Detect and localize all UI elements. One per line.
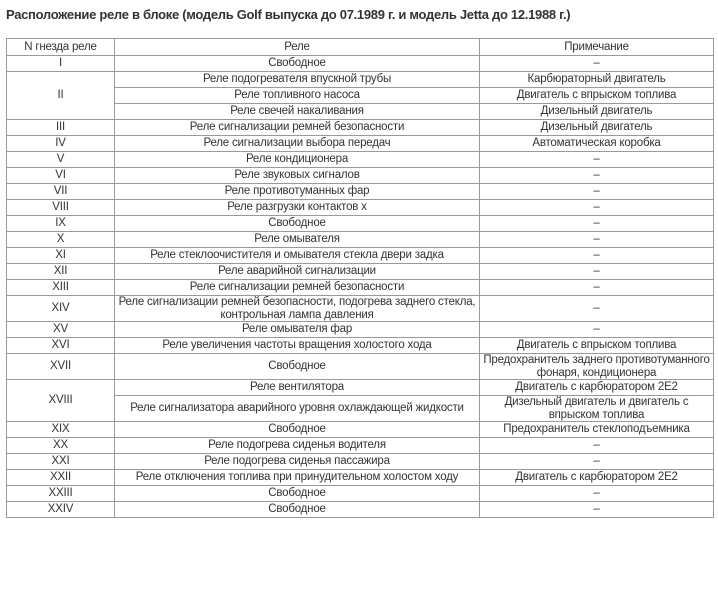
relay-cell: Реле сигнализации ремней безопасности [115,280,480,296]
relay-cell: Реле сигнализации ремней безопасности [115,120,480,136]
relay-cell: Реле противотуманных фар [115,184,480,200]
note-cell: Двигатель с карбюратором 2E2 [480,380,714,396]
relay-cell: Реле аварийной сигнализации [115,264,480,280]
note-cell: – [480,248,714,264]
table-row [7,264,714,280]
note-cell: – [480,454,714,470]
relay-cell: Реле подогревателя впускной трубы [115,72,480,88]
note-cell: – [480,296,714,322]
relay-cell: Реле кондиционера [115,152,480,168]
table-body [7,56,714,518]
slot-cell: XVI [7,338,115,354]
slot-cell: VII [7,184,115,200]
note-cell: Предохранитель стеклоподъемника [480,422,714,438]
relay-cell: Реле свечей накаливания [115,104,480,120]
table-row [7,380,714,396]
table-row [7,354,714,380]
relay-cell: Свободное [115,422,480,438]
slot-cell: XI [7,248,115,264]
relay-cell: Реле вентилятора [115,380,480,396]
relay-cell: Реле омывателя фар [115,322,480,338]
table-row [7,168,714,184]
relay-cell: Свободное [115,56,480,72]
slot-cell: XXIV [7,502,115,518]
relay-cell: Свободное [115,486,480,502]
note-cell: – [480,486,714,502]
slot-cell: VI [7,168,115,184]
note-cell: – [480,264,714,280]
header-slot: N гнезда реле [7,39,115,56]
relay-cell: Реле сигнализации ремней безопасности, подогрева заднего стекла, контрольная лампа давления [115,296,480,322]
note-cell: – [480,184,714,200]
relay-cell: Реле звуковых сигналов [115,168,480,184]
table-row [7,232,714,248]
relay-cell: Реле сигнализатора аварийного уровня охлаждающей жидкости [115,396,480,422]
table-row [7,280,714,296]
table-row [7,502,714,518]
relay-cell: Свободное [115,502,480,518]
table-row [7,454,714,470]
table-row [7,136,714,152]
relay-cell: Свободное [115,216,480,232]
slot-cell: X [7,232,115,248]
slot-cell: XVII [7,354,115,380]
slot-cell: XII [7,264,115,280]
slot-cell: VIII [7,200,115,216]
note-cell: – [480,168,714,184]
table-row [7,322,714,338]
note-cell: – [480,152,714,168]
table-row [7,296,714,322]
relay-cell: Реле топливного насоса [115,88,480,104]
table-row [7,248,714,264]
page-title: Расположение реле в блоке (модель Golf выпуска до 07.1989 г. и модель Jetta до 12.1988 г.) [6,7,571,22]
slot-cell: XVIII [7,380,115,422]
table-row [7,72,714,88]
note-cell: Дизельный двигатель и двигатель с впрыском топлива [480,396,714,422]
note-cell: Дизельный двигатель [480,104,714,120]
slot-cell: XV [7,322,115,338]
note-cell: – [480,216,714,232]
slot-cell: XX [7,438,115,454]
note-cell: – [480,232,714,248]
table-row [7,338,714,354]
note-cell: Двигатель с карбюратором 2E2 [480,470,714,486]
slot-cell: XIV [7,296,115,322]
slot-cell: I [7,56,115,72]
relay-cell: Свободное [115,354,480,380]
note-cell: Карбюраторный двигатель [480,72,714,88]
table-row [7,200,714,216]
relay-cell: Реле стеклоочистителя и омывателя стекла двери задка [115,248,480,264]
note-cell: Двигатель с впрыском топлива [480,88,714,104]
table-row [7,152,714,168]
relay-table [6,38,714,518]
relay-cell: Реле сигнализации выбора передач [115,136,480,152]
slot-cell: XIX [7,422,115,438]
relay-cell: Реле увеличения частоты вращения холостого хода [115,338,480,354]
note-cell: – [480,56,714,72]
slot-cell: XIII [7,280,115,296]
note-cell: Предохранитель заднего противотуманного фонаря, кондиционера [480,354,714,380]
note-cell: – [480,322,714,338]
relay-cell: Реле омывателя [115,232,480,248]
slot-cell: II [7,72,115,120]
note-cell: – [480,200,714,216]
relay-cell: Реле подогрева сиденья пассажира [115,454,480,470]
note-cell: – [480,502,714,518]
slot-cell: IV [7,136,115,152]
relay-cell: Реле подогрева сиденья водителя [115,438,480,454]
note-cell: Автоматическая коробка [480,136,714,152]
table-header-row [7,39,714,56]
table-row [7,470,714,486]
slot-cell: IX [7,216,115,232]
slot-cell: XXI [7,454,115,470]
table-row [7,438,714,454]
note-cell: – [480,438,714,454]
table-row [7,422,714,438]
table-row [7,56,714,72]
relay-cell: Реле отключения топлива при принудительном холостом ходу [115,470,480,486]
note-cell: Дизельный двигатель [480,120,714,136]
table-row [7,216,714,232]
header-note: Примечание [480,39,714,56]
table-row [7,486,714,502]
slot-cell: III [7,120,115,136]
slot-cell: XXII [7,470,115,486]
table-row [7,184,714,200]
note-cell: – [480,280,714,296]
slot-cell: V [7,152,115,168]
slot-cell: XXIII [7,486,115,502]
note-cell: Двигатель с впрыском топлива [480,338,714,354]
header-relay: Реле [115,39,480,56]
table-row [7,120,714,136]
relay-cell: Реле разгрузки контактов х [115,200,480,216]
